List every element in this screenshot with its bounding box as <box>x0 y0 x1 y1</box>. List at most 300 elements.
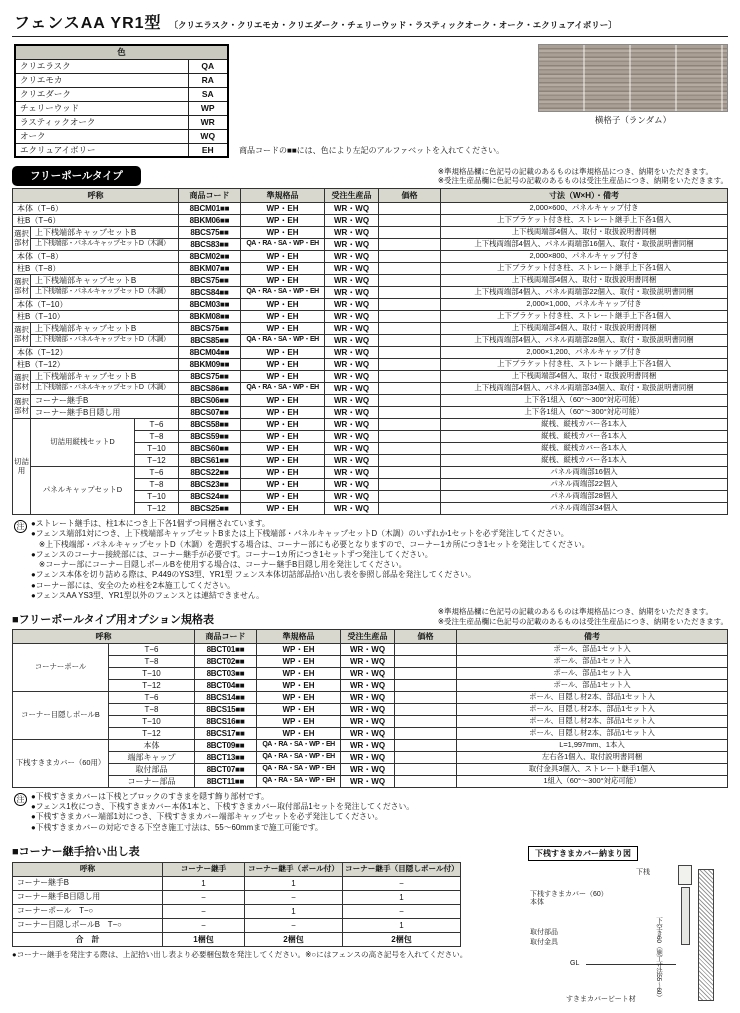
cell: パネル両端部16個入 <box>441 467 728 479</box>
table-row <box>13 691 728 703</box>
cell: 8BCS85■■ <box>179 335 241 347</box>
options-standard-notes <box>438 607 728 627</box>
header-cell: コーナー継手（目隠しポール付） <box>343 862 461 876</box>
cell: WP・EH <box>257 643 341 655</box>
cell: WR・WQ <box>325 491 379 503</box>
header-cell: コーナー継手 <box>163 862 245 876</box>
cell <box>379 395 441 407</box>
cell: パネル両端部34個入 <box>441 503 728 515</box>
cell: オーク <box>15 129 188 143</box>
cell: WR <box>188 115 228 129</box>
cell: WP・EH <box>257 703 341 715</box>
cell: WP・EH <box>241 395 325 407</box>
table-row <box>13 263 728 275</box>
cell: ポール、目隠し材2本、部品1セット入 <box>457 727 728 739</box>
cell: WP・EH <box>241 407 325 419</box>
cell: T−10 <box>135 443 179 455</box>
cell: 8BCS75■■ <box>179 275 241 287</box>
cell: 8BKM07■■ <box>179 263 241 275</box>
cell: WP・EH <box>241 455 325 467</box>
cell: 下桟すきまカバー（60用） <box>13 739 109 787</box>
cell: 取付金具3個入、ストレート継手1個入 <box>457 763 728 775</box>
fence-image <box>538 44 728 112</box>
cell: 8BCT01■■ <box>195 643 257 655</box>
table-row <box>13 739 728 751</box>
cell: WR・WQ <box>325 275 379 287</box>
table-row <box>15 59 228 73</box>
header-cell: 商品コード <box>179 189 241 203</box>
cell <box>379 227 441 239</box>
cell: WR・WQ <box>341 643 395 655</box>
table-row <box>13 203 728 215</box>
cell: WR・WQ <box>341 679 395 691</box>
note-line: ●下桟すきまカバー端部1対につき、下桟すきまカバー端部キャップセットを必ず発注してください。 <box>31 812 383 822</box>
cell <box>379 299 441 311</box>
cell: 8BCS84■■ <box>179 287 241 299</box>
cell: WP・EH <box>241 371 325 383</box>
color-table-body <box>15 45 228 157</box>
corner-note: ●コーナー継手を発注する際は、上記拾い出し表より必要梱包数を発注してください。※○にはフェンスの高さ記号を入れてください。 <box>12 949 468 959</box>
table-row <box>13 419 728 431</box>
note-circle-icon: 注 <box>14 520 27 533</box>
label-gl: GL <box>570 960 580 968</box>
page-title: フェンスAA YR1型 <box>14 15 162 32</box>
fence-image-wrap <box>538 44 728 158</box>
gap-cover-shape <box>681 887 690 945</box>
cell: 柱B（T−8） <box>13 263 179 275</box>
cell: 上下桟端部・パネルキャップセットD（木調） <box>31 239 179 251</box>
table-row <box>15 143 228 157</box>
cell: ポール、部品1セット入 <box>457 643 728 655</box>
header-cell: コーナー継手（ポール付） <box>245 862 343 876</box>
cell: 8BCS75■■ <box>179 227 241 239</box>
cell: 8BCS86■■ <box>179 383 241 395</box>
cell: コーナー継手B <box>31 395 179 407</box>
cell <box>379 311 441 323</box>
cell: RA <box>188 73 228 87</box>
cell: 8BKM08■■ <box>179 311 241 323</box>
table-row <box>13 727 728 739</box>
cell: 上下桟両端部4個入、取付・取扱説明書同梱 <box>441 227 728 239</box>
header-row <box>13 189 728 203</box>
cell: WR・WQ <box>341 655 395 667</box>
cell: T−6 <box>109 691 195 703</box>
cell <box>379 215 441 227</box>
corner-section <box>12 843 482 960</box>
cell: WR・WQ <box>325 443 379 455</box>
cell: WR・WQ <box>341 727 395 739</box>
cell: 上下ブラケット付き柱、ストレート継手上下各1個入 <box>441 215 728 227</box>
cell: WP・EH <box>241 275 325 287</box>
cell: 8BCS07■■ <box>179 407 241 419</box>
cell: WP・EH <box>241 227 325 239</box>
cell: T−8 <box>135 431 179 443</box>
cell: 8BCS60■■ <box>179 443 241 455</box>
table-row <box>13 904 461 918</box>
cell <box>379 287 441 299</box>
cell <box>395 643 457 655</box>
cell: 8BCS59■■ <box>179 431 241 443</box>
cell: 8BCT02■■ <box>195 655 257 667</box>
cell: 上下桟端部キャップセットB <box>31 227 179 239</box>
cell: 8BCS16■■ <box>195 715 257 727</box>
note-line: ●ストレート継手は、柱1本につき上下各1個ずつ同梱されています。 <box>31 519 270 528</box>
header-cell: 準規格品 <box>257 629 341 643</box>
lower-rail-shape <box>678 865 692 885</box>
cell: 選択部材 <box>13 275 31 299</box>
cell: ポール、目隠し材2本、部品1セット入 <box>457 715 728 727</box>
title-color-list: 〔クリエラスク・クリエモカ・クリエダーク・チェリーウッド・ラスティックオーク・オーク・エクリュアイボリー〕 <box>169 20 617 30</box>
cell: 上下桟両端部4個入、取付・取扱説明書同梱 <box>441 371 728 383</box>
header-cell: 商品コード <box>195 629 257 643</box>
cell: 縦桟、縦桟カバー各1本入 <box>441 455 728 467</box>
table-row <box>13 407 728 419</box>
cell: WP・EH <box>241 311 325 323</box>
cell <box>395 727 457 739</box>
cell: クリエラスク <box>15 59 188 73</box>
cell: 上下桟両端部4個入、パネル両端部22個入、取付・取扱説明書同梱 <box>441 287 728 299</box>
cell: WR・WQ <box>325 251 379 263</box>
cell: 8BCT03■■ <box>195 667 257 679</box>
table-row <box>13 215 728 227</box>
cell: 上下ブラケット付き柱、ストレート継手上下各1個入 <box>441 311 728 323</box>
cell: T−12 <box>109 679 195 691</box>
table-row <box>13 890 461 904</box>
cell: 柱B（T−12） <box>13 359 179 371</box>
header-row <box>15 45 228 59</box>
options-section-title: ■フリーポールタイプ用オプション規格表 <box>12 613 215 626</box>
cell: T−8 <box>109 655 195 667</box>
header-row <box>13 629 728 643</box>
bottom-row <box>12 843 728 1007</box>
cell: T−12 <box>135 503 179 515</box>
color-table <box>14 44 229 158</box>
table-row <box>13 311 728 323</box>
cell: WR・WQ <box>341 691 395 703</box>
cell: 8BCS25■■ <box>179 503 241 515</box>
table-row <box>13 763 728 775</box>
cell: 選択部材 <box>13 395 31 419</box>
cell: 本体（T−6） <box>13 203 179 215</box>
cell: T−6 <box>135 419 179 431</box>
cell: WP・EH <box>241 215 325 227</box>
cell: 選択部材 <box>13 227 31 251</box>
table-row <box>15 115 228 129</box>
header-cell: 色 <box>15 45 228 59</box>
cell: QA・RA・SA・WP・EH <box>257 751 341 763</box>
cell: WP・EH <box>257 667 341 679</box>
cell: 上下各1組入（60°〜300°対応可能） <box>441 395 728 407</box>
header-cell: 呼称 <box>13 629 195 643</box>
cell: 1 <box>245 904 343 918</box>
cell: WR・WQ <box>325 299 379 311</box>
cell: L=1,997mm、1本入 <box>457 739 728 751</box>
cell: WR・WQ <box>325 335 379 347</box>
cell: WR・WQ <box>325 227 379 239</box>
cell: − <box>343 876 461 890</box>
cell <box>379 503 441 515</box>
cell: ポール、部品1セット入 <box>457 655 728 667</box>
cell: T−12 <box>135 455 179 467</box>
options-note-lines <box>31 792 414 833</box>
cell <box>379 479 441 491</box>
cell: WR・WQ <box>341 775 395 787</box>
cell: 上下桟端部キャップセットB <box>31 323 179 335</box>
cell: 8BCS61■■ <box>179 455 241 467</box>
cell: 8BCS83■■ <box>179 239 241 251</box>
note-line: ●下桟すきまカバーは下桟とブロックのすきまを隠す飾り部材です。 <box>31 791 269 801</box>
label-cover-body: 下桟すきまカバー（60）本体 <box>530 890 608 907</box>
cell: 1 <box>245 876 343 890</box>
cell: 切詰用縦桟セットD <box>31 419 135 467</box>
cell <box>379 455 441 467</box>
cell: 1 <box>163 876 245 890</box>
cell <box>379 407 441 419</box>
cell: コーナー部品 <box>109 775 195 787</box>
cell: WP・EH <box>241 299 325 311</box>
cell: WP・EH <box>241 419 325 431</box>
freepole-note-lines <box>31 519 589 601</box>
cell: 1組入（60°〜300°対応可能） <box>457 775 728 787</box>
cell: 1 <box>343 890 461 904</box>
cell: WP・EH <box>257 715 341 727</box>
cell: WP・EH <box>241 503 325 515</box>
cell <box>395 775 457 787</box>
cell: T−6 <box>109 643 195 655</box>
cell <box>379 251 441 263</box>
cell <box>379 347 441 359</box>
cell: WR・WQ <box>325 395 379 407</box>
cell: WP・EH <box>257 655 341 667</box>
cell: QA・RA・SA・WP・EH <box>241 383 325 395</box>
table-row <box>13 703 728 715</box>
corner-table-body <box>13 862 461 946</box>
cell: WR・WQ <box>325 503 379 515</box>
note-line: ※上下桟端部・パネルキャップセットD（木調）を選択する場合は、コーナー部にも必要となりますので、コーナー1カ所につき1セットを発注してください。 <box>31 539 590 549</box>
table-row <box>13 655 728 667</box>
cell: QA・RA・SA・WP・EH <box>257 763 341 775</box>
corner-table <box>12 862 461 947</box>
cell: WR・WQ <box>341 739 395 751</box>
cell <box>395 751 457 763</box>
cell: 左右各1個入、取付説明書同梱 <box>457 751 728 763</box>
cell <box>379 239 441 251</box>
cell: 上下ブラケット付き柱、ストレート継手上下各1個入 <box>441 263 728 275</box>
block-wall-shape <box>698 869 714 1001</box>
freepole-table-body <box>13 189 728 515</box>
cell: − <box>245 918 343 932</box>
cell: 本体 <box>109 739 195 751</box>
cell: WR・WQ <box>341 703 395 715</box>
cell: T−12 <box>109 727 195 739</box>
table-row <box>15 73 228 87</box>
label-lower-rail: 下桟 <box>636 868 650 876</box>
cell <box>379 263 441 275</box>
cell: コーナー継手B <box>13 876 163 890</box>
options-table <box>12 629 728 788</box>
cell: WR・WQ <box>325 311 379 323</box>
cell: 8BKM09■■ <box>179 359 241 371</box>
cell: WR・WQ <box>341 751 395 763</box>
cell: 2,000×1,000、パネルキャップ付き <box>441 299 728 311</box>
cell <box>395 739 457 751</box>
cell: QA・RA・SA・WP・EH <box>257 739 341 751</box>
cell: WP・EH <box>257 679 341 691</box>
cell: WR・WQ <box>341 667 395 679</box>
cell: 上下桟両端部4個入、パネル両端部16個入、取付・取扱説明書同梱 <box>441 239 728 251</box>
cell: WP・EH <box>257 691 341 703</box>
cell <box>379 323 441 335</box>
table-row <box>13 715 728 727</box>
cell: 上下各1組入（60°〜300°対応可能） <box>441 407 728 419</box>
cell: 上下桟端部キャップセットB <box>31 371 179 383</box>
fence-caption: 横格子（ランダム） <box>594 115 672 125</box>
cell: ポール、目隠し材2本、部品1セット入 <box>457 703 728 715</box>
cell: 縦桟、縦桟カバー各1本入 <box>441 431 728 443</box>
table-row <box>15 101 228 115</box>
note-circle-icon: 注 <box>14 793 27 806</box>
cell: 上下桟両端部4個入、パネル両端部34個入、取付・取扱説明書同梱 <box>441 383 728 395</box>
cell: エクリュアイボリー <box>15 143 188 157</box>
cell: 8BCM02■■ <box>179 251 241 263</box>
cell <box>379 359 441 371</box>
cell: QA・RA・SA・WP・EH <box>241 239 325 251</box>
cell: 選択部材 <box>13 323 31 347</box>
cell <box>395 667 457 679</box>
cell: T−10 <box>109 667 195 679</box>
cell: ラスティックオーク <box>15 115 188 129</box>
cell <box>395 655 457 667</box>
freepole-section-header <box>12 166 728 186</box>
header-cell: 備考 <box>457 629 728 643</box>
options-section-header <box>12 607 728 627</box>
cell: WP・EH <box>241 251 325 263</box>
cover-installation-diagram <box>528 843 728 1007</box>
header-cell: 受注生産品 <box>325 189 379 203</box>
cell: − <box>163 904 245 918</box>
freepole-notes <box>14 519 728 601</box>
cell <box>395 715 457 727</box>
cell: 2,000×800、パネルキャップ付き <box>441 251 728 263</box>
table-row <box>13 299 728 311</box>
cell: コーナー継手B目隠し用 <box>31 407 179 419</box>
cell: WR・WQ <box>325 263 379 275</box>
cell: QA <box>188 59 228 73</box>
label-bead-material: すきまカバービート材 <box>566 996 636 1004</box>
cell: 端部キャップ <box>109 751 195 763</box>
cell: 8BCS75■■ <box>179 323 241 335</box>
cell: コーナーポール T−○ <box>13 904 163 918</box>
header-cell: 準規格品 <box>241 189 325 203</box>
cell: QA・RA・SA・WP・EH <box>257 775 341 787</box>
cell: − <box>163 890 245 904</box>
cell: WR・WQ <box>325 455 379 467</box>
diagram-dimension-label: 下空き60（施工寸法55〜60） <box>655 916 662 1001</box>
cell <box>395 691 457 703</box>
cell: EH <box>188 143 228 157</box>
freepole-table <box>12 188 728 515</box>
cell: WR・WQ <box>325 359 379 371</box>
cell: ポール、目隠し材2本、部品1セット入 <box>457 691 728 703</box>
cell: 縦桟、縦桟カバー各1本入 <box>441 443 728 455</box>
cell: WR・WQ <box>325 203 379 215</box>
cell: 1 <box>343 918 461 932</box>
cell: 8BCS17■■ <box>195 727 257 739</box>
cell <box>379 203 441 215</box>
cell: 切詰用 <box>13 419 31 515</box>
cell <box>379 275 441 287</box>
cell: WR・WQ <box>325 215 379 227</box>
cell: WR・WQ <box>325 323 379 335</box>
cell: 上下桟端部・パネルキャップセットD（木調） <box>31 383 179 395</box>
cell: SA <box>188 87 228 101</box>
cell: WP・EH <box>241 323 325 335</box>
cell: WP・EH <box>241 359 325 371</box>
cell: パネル両端部22個入 <box>441 479 728 491</box>
cell <box>379 431 441 443</box>
table-row <box>13 335 728 347</box>
cell: 8BCS58■■ <box>179 419 241 431</box>
cell: T−6 <box>135 467 179 479</box>
cell: WP・EH <box>241 347 325 359</box>
cell: 上下桟両端部4個入、取付・取扱説明書同梱 <box>441 323 728 335</box>
cell <box>379 383 441 395</box>
cell: WR・WQ <box>325 287 379 299</box>
cell: T−8 <box>109 703 195 715</box>
table-row <box>13 643 728 655</box>
table-row <box>13 467 728 479</box>
cell: WP・EH <box>241 431 325 443</box>
cell: WP <box>188 101 228 115</box>
cell <box>379 419 441 431</box>
cell: WR・WQ <box>325 347 379 359</box>
options-table-body <box>13 629 728 787</box>
cell: 8BCT13■■ <box>195 751 257 763</box>
cell: 選択部材 <box>13 371 31 395</box>
cell: T−8 <box>135 479 179 491</box>
cell: クリエモカ <box>15 73 188 87</box>
corner-section-title: ■コーナー継手拾い出し表 <box>12 845 140 858</box>
cell <box>395 679 457 691</box>
cell: 上下桟端部キャップセットB <box>31 275 179 287</box>
cell: 上下桟端部・パネルキャップセットD（木調） <box>31 287 179 299</box>
cell: WP・EH <box>241 443 325 455</box>
standard-product-notes <box>438 167 728 187</box>
note-line: ●フェンスのコーナー接続部には、コーナー継手が必要です。コーナー1カ所につき1セットずつ発注してください。 <box>31 549 433 559</box>
cell: 8BKM06■■ <box>179 215 241 227</box>
cell: パネル両端部28個入 <box>441 491 728 503</box>
cell: ポール、部品1セット入 <box>457 679 728 691</box>
cell: 8BCM04■■ <box>179 347 241 359</box>
cell: 8BCM03■■ <box>179 299 241 311</box>
cell: コーナー目隠しポールB <box>13 691 109 739</box>
cell <box>379 371 441 383</box>
cell: WP・EH <box>241 479 325 491</box>
table-row <box>13 227 728 239</box>
cell: WR・WQ <box>325 371 379 383</box>
cell: 8BCS06■■ <box>179 395 241 407</box>
table-row <box>13 667 728 679</box>
table-row <box>13 323 728 335</box>
note-line: ●フェンス1枚につき、下桟すきまカバー本体1本と、下桟すきまカバー取付部品1セットを発注してください。 <box>31 802 415 812</box>
table-row <box>13 383 728 395</box>
cell: 2,000×1,200、パネルキャップ付き <box>441 347 728 359</box>
cell: 柱B（T−6） <box>13 215 179 227</box>
note-order-production: ※受注生産品欄に色記号の記載のあるものは受注生産品につき、納期をいただきます。 <box>437 617 728 626</box>
cell: − <box>245 890 343 904</box>
cell: WP・EH <box>241 263 325 275</box>
cell <box>395 703 457 715</box>
